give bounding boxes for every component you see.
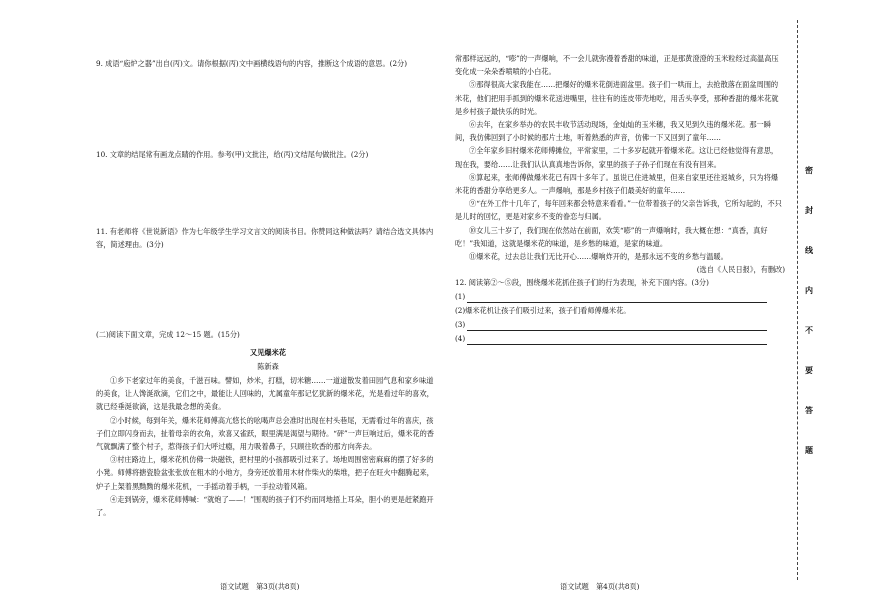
article-author: 陈新森 [257, 362, 279, 371]
answer-blank-2[interactable]: (2)爆米花机让孩子们吸引过来，孩子们看师傅爆米花。 [455, 305, 631, 315]
page-footer-left: 语文试题 第3页(共8页) [220, 582, 300, 591]
section-heading: (二)阅读下面文章，完成 12～15 题。(15分) [96, 330, 240, 339]
article-title: 又见爆米花 [250, 348, 286, 357]
paragraph: ①乡下老家过年的美食，千滋百味。譬如，炒米，打糕，切米糖……一道道散发着田园气息和家乡味道的美食，让人馋涎欲滴，它们之中，最能让人回味的，尤属童年那记忆犹新的爆米花，光是看过年的喜欢，就已经垂涎欲滴，这是我最念想的美食。 [96, 376, 434, 412]
paragraph: ⑪爆米花，过去总让我们无比开心……爆响炸开的，是那永远不变的乡愁与温暖。 [469, 252, 728, 262]
paragraph-continued: 常那样远远的，“嘭”的一声爆响，不一会儿就弥漫着香甜的味道，正是那黄澄澄的玉米粒经过高温高压变化成一朵朵香喷喷的小白花。 [455, 54, 779, 77]
seal-char: 要 [805, 365, 813, 375]
seal-char: 答 [805, 405, 813, 415]
question-12: 12. 阅读第②～⑤段，围绕爆米花抓住孩子们的行为表现，补充下面内容。(3分) [455, 278, 709, 288]
question-10: 10. 文章的结尾常有画龙点睛的作用。参考(甲)文批注，给(丙)文结尾句做批注。(2分) [96, 150, 369, 159]
paragraph: ⑦全年家乡旧村爆米花师傅摊位，平常家里，二十多岁起就开着爆米花。这让已经他觉得有意思，现在我，要给……让我们认认真真地告诉你，家里的孩子子孙子们现在有没有回来。 [455, 146, 779, 169]
right-column [455, 52, 785, 346]
question-9: 9. 成语“庖炉之器”出自(丙)文。请你根据(丙)文中画横线语句的内容，推断这个成语的意思。(2分) [96, 59, 408, 68]
paragraph: ④走到锅旁，爆米花师傅喊：“就炮了——！”围观的孩子们不约而同地捂上耳朵，胆小的更是赶紧跑开了。 [96, 494, 434, 518]
answer-blank-3[interactable]: (3) [455, 318, 785, 332]
seal-line [797, 20, 799, 580]
seal-char: 密 [805, 165, 813, 175]
seal-char: 内 [805, 285, 813, 295]
seal-char: 封 [805, 205, 813, 215]
paragraph: ③村庄路边上，爆米花机仿佛一块磁铁，把村里的小孩都吸引过来了。场地周围密密麻麻的摆了好多的小凳。师傅将搪瓷脸盆张张放在粗木的小地方，身旁还放着用木材作柴火的柴堆，把子在旺火中翻腾起来，炉子上架着黑黝黝的爆米花机，一手摇动着手柄，一手拉动着风箱。 [96, 455, 434, 491]
paragraph: ⑨“在外工作十几年了，每年回来都会特意来看看。”一位带着孩子的父亲告诉我，它所勾起的，不只是儿时的回忆，更是对家乡不变的眷恋与归属。 [455, 199, 782, 222]
seal-char: 题 [805, 445, 813, 455]
paragraph: ⑧算起来，张师傅做爆米花已有四十多年了。虽说已住进城里，但来自家里还往返城乡，只为将爆米花的香甜分享给更多人。一声爆响，那是乡村孩子们最美好的童年…… [455, 172, 779, 196]
answer-blank-4[interactable]: (4) [455, 332, 785, 346]
page-footer-right: 语文试题 第4页(共8页) [560, 582, 640, 591]
paragraph: ⑤那得很高大家我能在……把爆好的爆米花倒进面盆里。孩子们一哄而上，去抢散落在面盆周围的米花，他们把用手抓到的爆米花送进嘴里，往往有的连皮带壳地吃，用舌头享受，那种香甜的爆米花就是乡村孩子最快乐的时光。 [455, 80, 779, 116]
paragraph: ⑩女儿三十岁了，我们现在依然站在前面，欢笑“嘭”的一声爆响时，我大概在想：“真香，真好吃！”我知道，这就是爆米花的味道，是乡愁的味道，是家的味道。 [455, 225, 768, 248]
seal-char: 不 [805, 325, 813, 335]
question-11: 11. 有老师将《世说新语》作为七年级学生学习文言文的阅读书目。你赞同这种做法吗？请结合选文具体内容，简述理由。(3分) [96, 227, 434, 250]
article-source: (选自《人民日报》，有删改) [696, 265, 785, 275]
paragraph: ②小时候，每到年关，爆米花师傅高亢悠长的吆喝声总会准时出现在村头巷尾，无需看过年的喜庆，孩子们立即闪身而去，扯着母亲的衣角，欢喜又雀跃，眼里满是渴望与期待。“砰”一声巨响过后，爆米花的香气就飘满了整个村子，惹得孩子们大呼过瘾，用力吸着鼻子，只顾往吹香的那方向奔去。 [96, 415, 434, 452]
answer-blank-1[interactable]: (1) [455, 290, 785, 304]
article-body-left [96, 374, 440, 519]
paragraph: ⑥去年，在家乡举办的农民丰收节活动现场，金灿灿的玉米穗，我又见到久违的爆米花。那一瞬间，我仿佛回到了小时候的那片土地，听着熟悉的声音，仿佛一下又回到了童年…… [455, 120, 771, 143]
seal-char: 线 [805, 245, 813, 255]
